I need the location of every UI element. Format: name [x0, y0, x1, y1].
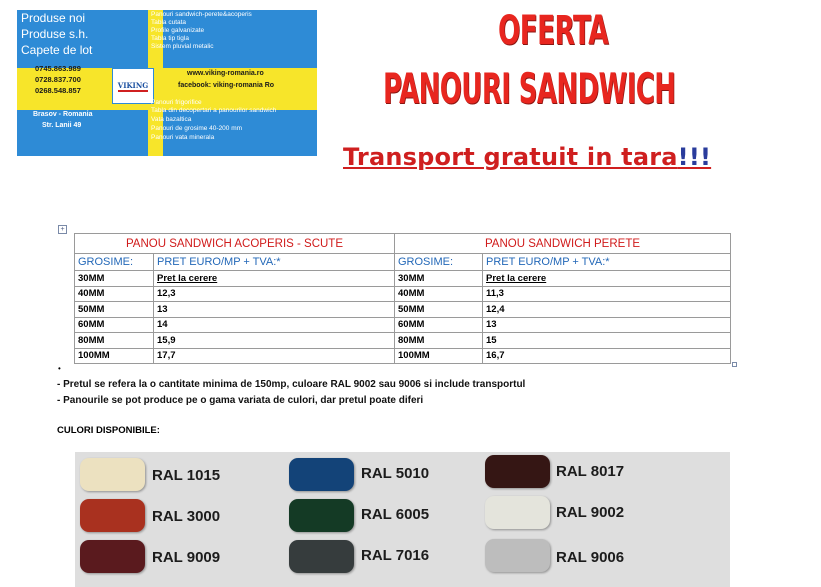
swatch-ral-6005 [289, 499, 354, 532]
table-row [75, 348, 731, 364]
table-row [75, 317, 731, 333]
free-transport-exclaim: !!! [677, 143, 712, 171]
color-swatch-panel [75, 452, 730, 587]
swatch-ral-1015 [80, 458, 145, 491]
note-minimum-quantity: - Pretul se refera la o cantitate minima de 150mp, culoare RAL 9002 sau 9006 si include transportul [57, 379, 526, 390]
wall-panel-header: PANOU SANDWICH PERETE [395, 234, 731, 254]
table-resize-handle-icon[interactable] [732, 362, 737, 367]
wall-price-cell: 16,7 [483, 348, 731, 364]
banner-address-city: Brasov - Romania [33, 111, 93, 118]
colors-heading: CULORI DISPONIBILE: [57, 425, 160, 436]
wall-price-cell: 15 [483, 333, 731, 349]
note-color-range: - Panourile se pot produce pe o gama variata de culori, dar pretul poate diferi [57, 395, 424, 406]
roof-thickness-col: GROSIME: [75, 254, 154, 271]
roof-thickness-cell: 80MM [75, 333, 154, 349]
wall-price-cell: 12,4 [483, 302, 731, 318]
free-transport-text: Transport gratuit in tara [343, 143, 678, 171]
swatch-label-ral-9009: RAL 9009 [152, 549, 221, 566]
roof-price-cell: 17,7 [154, 348, 395, 364]
wall-thickness-cell: 30MM [395, 271, 483, 287]
wall-price-cell: 11,3 [483, 286, 731, 302]
roof-thickness-cell: 100MM [75, 348, 154, 364]
wall-thickness-cell: 100MM [395, 348, 483, 364]
banner-line-end-of-lot: Capete de lot [21, 43, 93, 57]
table-row [75, 333, 731, 349]
roof-thickness-cell: 30MM [75, 271, 154, 287]
banner-product-4: Tabla tip tigla [151, 35, 189, 42]
table-row [75, 286, 731, 302]
wall-price-cell: Pret la cerere [483, 271, 731, 287]
banner-product-9: Panouri de grosime 40-200 mm [151, 125, 243, 132]
banner-line-new-products: Produse noi [21, 11, 86, 25]
bullet-icon: • [58, 364, 61, 373]
swatch-ral-8017 [485, 455, 550, 488]
banner-website: www.viking-romania.ro [187, 70, 264, 77]
swatch-label-ral-1015: RAL 1015 [152, 467, 221, 484]
table-header-row [75, 234, 731, 254]
table-move-handle-icon[interactable]: + [58, 225, 67, 234]
viking-logo [112, 68, 154, 104]
swatch-ral-9009 [80, 540, 145, 573]
table-subheader-row [75, 254, 731, 271]
banner-product-10: Panouri vata minerala [151, 134, 215, 141]
banner-product-5: Sistem pluvial metalic [151, 43, 214, 50]
wall-thickness-cell: 80MM [395, 333, 483, 349]
swatch-ral-9002 [485, 496, 550, 529]
banner-product-2: Tabla cutata [151, 19, 187, 26]
banner-facebook: facebook: viking-romania Ro [178, 82, 275, 89]
roof-price-cell: 13 [154, 302, 395, 318]
swatch-label-ral-5010: RAL 5010 [361, 465, 430, 482]
company-banner [17, 10, 317, 156]
banner-phone-3: 0268.548.857 [35, 86, 81, 95]
swatch-label-ral-9006: RAL 9006 [556, 549, 625, 566]
banner-product-1: Panouri sandwich-perete&acoperis [151, 11, 252, 18]
wall-thickness-cell: 40MM [395, 286, 483, 302]
swatch-ral-3000 [80, 499, 145, 532]
roof-thickness-cell: 50MM [75, 302, 154, 318]
wall-price-cell: 13 [483, 317, 731, 333]
swatch-label-ral-3000: RAL 3000 [152, 508, 221, 525]
roof-price-cell: 14 [154, 317, 395, 333]
banner-product-7: Tabla din decopertari a panourilor sandwich [151, 107, 277, 114]
price-table [74, 233, 731, 364]
swatch-label-ral-8017: RAL 8017 [556, 463, 625, 480]
roof-thickness-cell: 40MM [75, 286, 154, 302]
roof-price-col: PRET EURO/MP + TVA:* [154, 254, 395, 271]
wall-thickness-cell: 60MM [395, 317, 483, 333]
offer-title: OFERTA [498, 8, 609, 54]
banner-phone-2: 0728.837.700 [35, 75, 81, 84]
offer-subtitle: PANOURI SANDWICH [383, 64, 676, 113]
swatch-label-ral-7016: RAL 7016 [361, 547, 430, 564]
swatch-ral-7016 [289, 540, 354, 573]
roof-thickness-cell: 60MM [75, 317, 154, 333]
roof-price-cell: 12,3 [154, 286, 395, 302]
banner-product-3: Profile galvanizate [151, 27, 205, 34]
viking-logo-text: VIKING [117, 80, 149, 90]
banner-line-used-products: Produse s.h. [21, 27, 89, 41]
wall-thickness-cell: 50MM [395, 302, 483, 318]
banner-phone-1: 0745.863.989 [35, 64, 81, 73]
swatch-ral-9006 [485, 539, 550, 572]
roof-price-cell: Pret la cerere [154, 271, 395, 287]
banner-product-6: Panouri frigorifice [151, 99, 202, 106]
roof-panel-header: PANOU SANDWICH ACOPERIS - SCUTE [75, 234, 395, 254]
wall-thickness-col: GROSIME: [395, 254, 483, 271]
table-row [75, 302, 731, 318]
banner-address-street: Str. Lanii 49 [42, 122, 82, 129]
roof-price-cell: 15,9 [154, 333, 395, 349]
swatch-ral-5010 [289, 458, 354, 491]
free-transport-banner [343, 143, 711, 171]
swatch-label-ral-9002: RAL 9002 [556, 504, 625, 521]
swatch-label-ral-6005: RAL 6005 [361, 506, 430, 523]
table-row [75, 271, 731, 287]
wall-price-col: PRET EURO/MP + TVA:* [483, 254, 731, 271]
banner-product-8: Vata bazaltica [151, 116, 192, 123]
